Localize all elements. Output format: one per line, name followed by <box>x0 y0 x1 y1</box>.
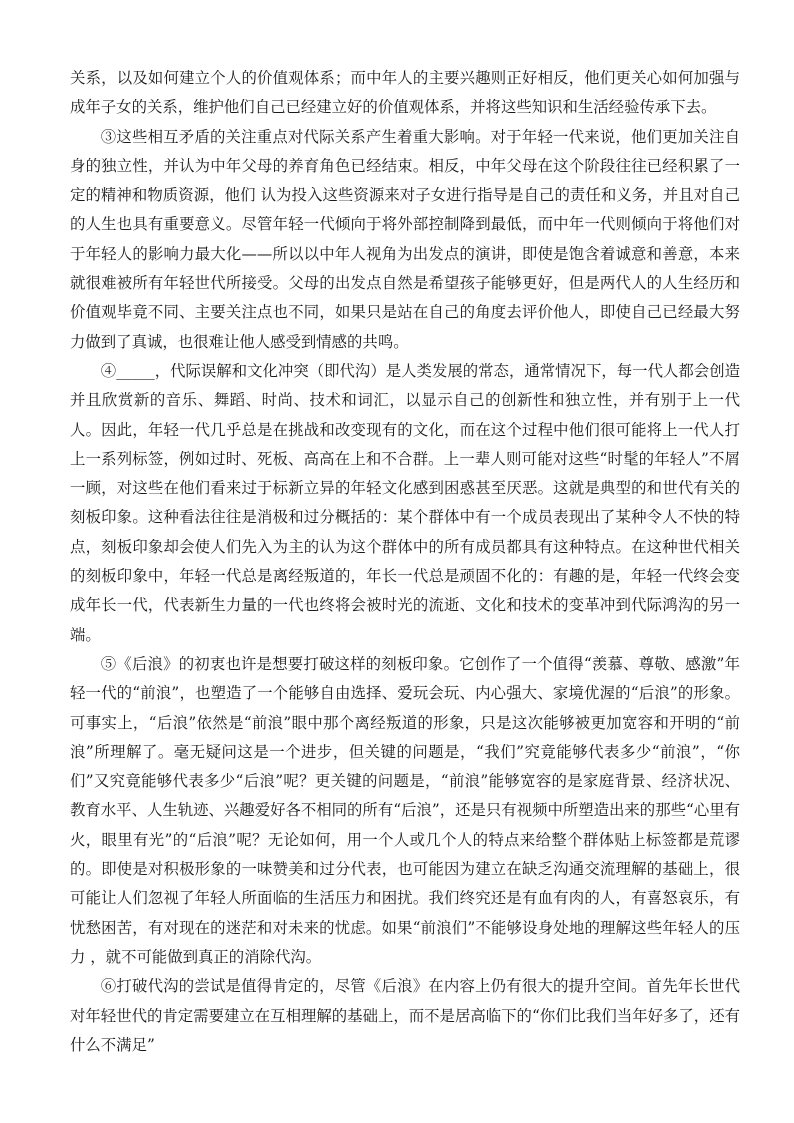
paragraph-6: ⑥打破代沟的尝试是值得肯定的，尽管《后浪》在内容上仍有很大的提升空间。首先年长世代对年轻世代的肯定需要建立在互相理解的基础上，而不是居高临下的“你们比我们当年好多了，还有什么不满足” <box>70 977 740 1054</box>
paragraph-continued: 关系，以及如何建立个人的价值观体系；而中年人的主要兴趣则正好相反，他们更关心如何加强与成年子女的关系，维护他们自己已经建立好的价值观体系，并将这些知识和生活经验传承下去。 <box>70 69 740 117</box>
paragraph-4: ④_____，代际误解和文化冲突（即代沟）是人类发展的常态，通常情况下，每一代人都会创造并且欣赏新的音乐、舞蹈、时尚、技术和词汇，以显示自己的创新性和独立性，并有别于上一代人。因此，年轻一代几乎总是在挑战和改变现有的文化，而在这个过程中他们很可能将上一代人打上一系列标签，例如过时、死板、高高在上和不合群。上一辈人则可能对这些“时髦的年轻人”不屑一顾，对这些在他们看来过于标新立异的年轻文化感到困惑甚至厌恶。这就是典型的和世代有关的刻板印象。这种看法往往是消极和过分概括的：某个群体中有一个成员表现出了某种令人不快的特点，刻板印象却会使人们先入为主的认为这个群体中的所有成员都具有这种特点。在这种世代相关的刻板印象中，年轻一代总是离经叛道的，年长一代总是顽固不化的：有趣的是，年轻一代终会变成年长一代，代表新生力量的一代也终将会被时光的流逝、文化和技术的变革冲到代际鸿沟的另一端。 <box>70 361 740 644</box>
paragraph-5: ⑤《后浪》的初衷也许是想要打破这样的刻板印象。它创作了一个值得“羡慕、尊敬、感激”年轻一代的“前浪”，也塑造了一个能够自由选择、爱玩会玩、内心强大、家境优渥的“后浪”的形象。可事实上，“后浪”依然是“前浪”眼中那个离经叛道的形象，只是这次能够被更加宽容和开明的“前浪”所理解了。毫无疑问这是一个进步，但关键的问题是，“我们”究竟能够代表多少“前浪”，“你们”又究竟能够代表多少“后浪”呢？更关键的问题是，“前浪”能够宽容的是家庭背景、经济状况、教育水平、人生轨迹、兴趣爱好各不相同的所有“后浪”，还是只有视频中所塑造出来的那些“心里有火，眼里有光”的“后浪”呢？无论如何，用一个人或几个人的特点来给整个群体贴上标签都是荒谬的。即使是对积极形象的一味赞美和过分代表，也可能因为建立在缺乏沟通交流理解的基础上，很可能让人们忽视了年轻人所面临的生活压力和困扰。我们终究还是有血有肉的人，有喜怒哀乐，有忧愁困苦，有对现在的迷茫和对未来的忧虑。如果“前浪们”不能够设身处地的理解这些年轻人的压力 ，就不可能做到真正的消除代沟。 <box>70 654 741 966</box>
paragraph-3: ③这些相互矛盾的关注重点对代际关系产生着重大影响。对于年轻一代来说，他们更加关注自身的独立性，并认为中年父母的养育角色已经结束。相反，中年父母在这个阶段往往已经积累了一定的精神和物质资源，他们 认为投入这些资源来对子女进行指导是自己的责任和义务，并且对自己的人生也具有重要意义。尽管年轻一代倾向于将外部控制降到最低，而中年一代则倾向于将他们对于年轻人的影响力最大化——所以以中年人视角为出发点的演讲，即使是饱含着诚意和善意，本来就很难被所有年轻世代所接受。父母的出发点自然是希望孩子能够更好，但是两代人的人生经历和价值观毕竟不同、主要关注点也不同，如果只是站在自己的角度去评价他人，即使自己已经最大努力做到了真诚，也很难让他人感受到情感的共鸣。 <box>70 127 740 351</box>
document-page <box>70 64 740 1060</box>
